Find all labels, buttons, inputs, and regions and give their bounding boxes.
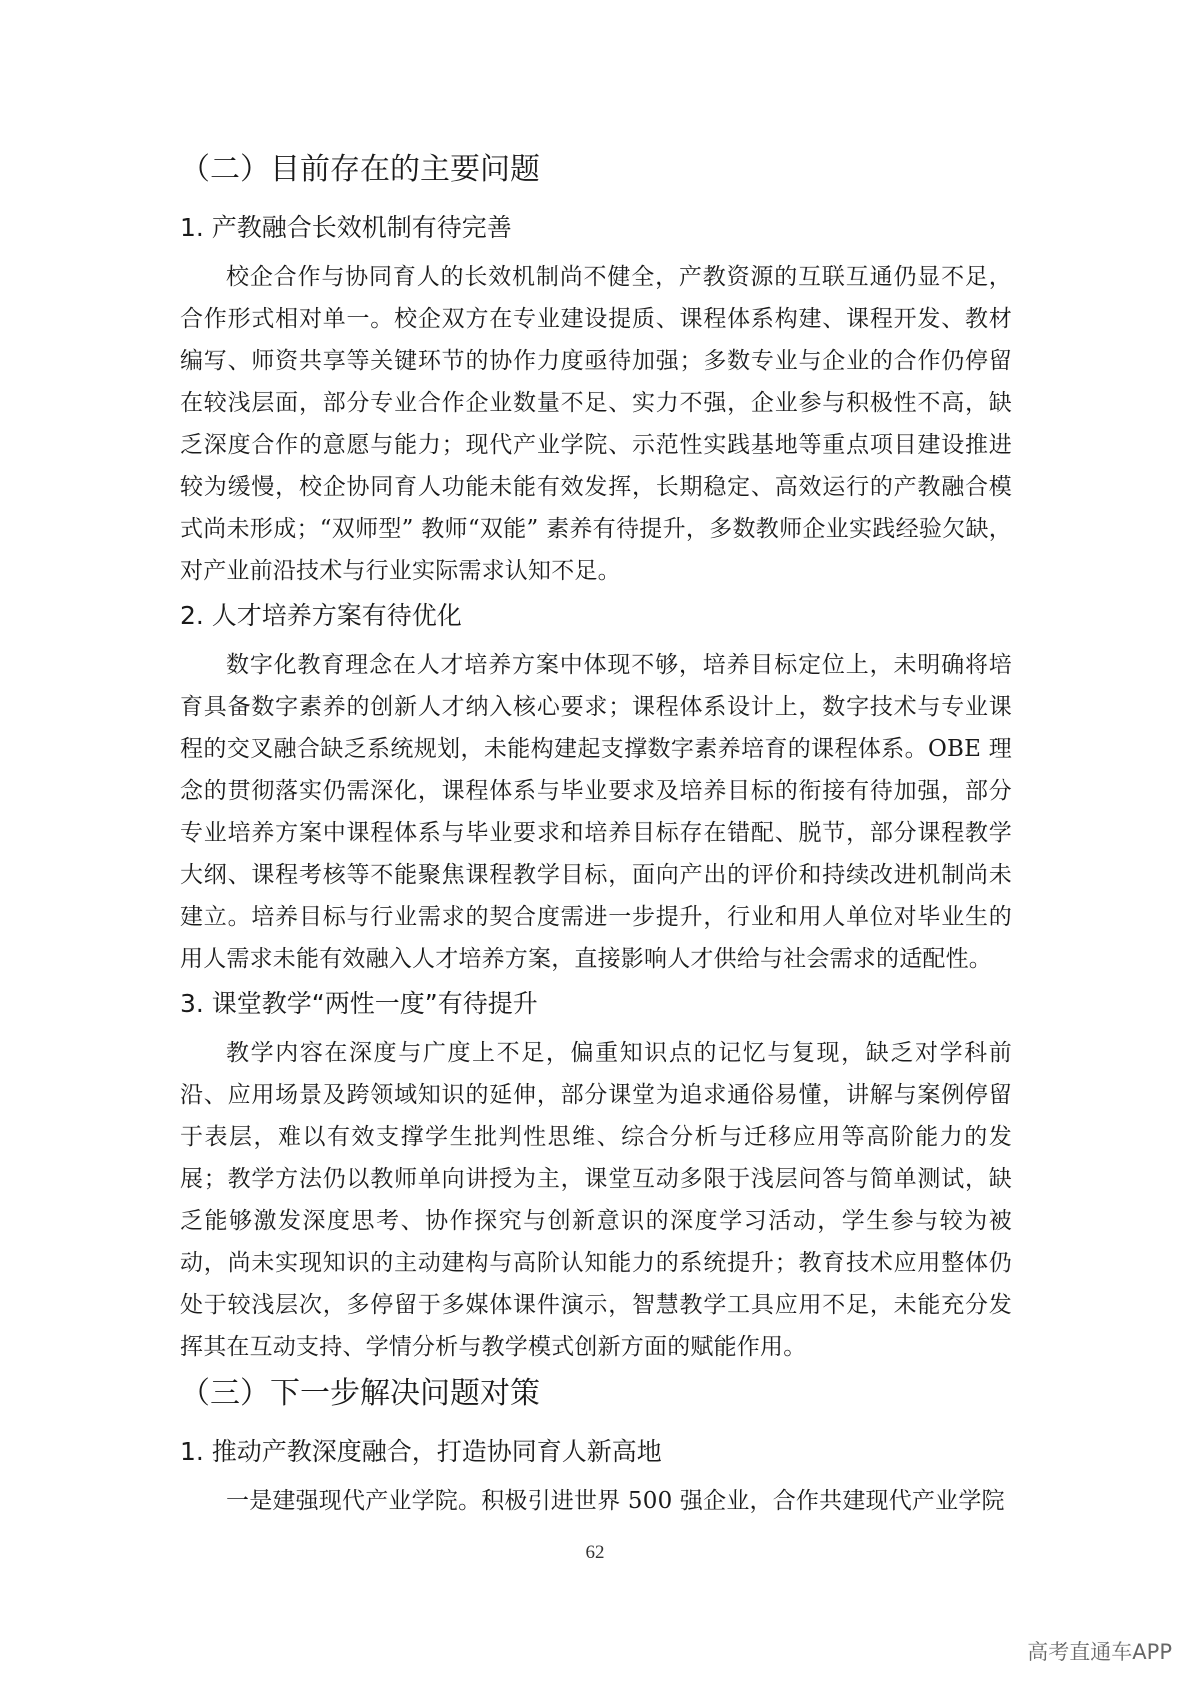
section-heading-solutions: （三）下一步解决问题对策: [180, 1376, 540, 1411]
paragraph-training-plan: 数字化教育理念在人才培养方案中体现不够，培养目标定位上，未明确将培育具备数字素养的创新人才纳入核心要求；课程体系设计上，数字技术与专业课程的交叉融合缺乏系统规划，未能构建起支撑数字素养培育的课程体系。OBE 理念的贯彻落实仍需深化，课程体系与毕业要求及培养目标的衔接有待加强，部分专业培养方案中课程体系与毕业要求和培养目标存在错配、脱节，部分课程教学大纲、课程考核等不能聚焦课程教学目标，面向产出的评价和持续改进机制尚未建立。培养目标与行业需求的契合度需进一步提升，行业和用人单位对毕业生的用人需求未能有效融入人才培养方案，直接影响人才供给与社会需求的适配性。: [180, 652, 1012, 972]
subsection-heading-industry-education: 1. 产教融合长效机制有待完善: [180, 213, 512, 242]
section-heading-problems: （二）目前存在的主要问题: [180, 152, 540, 187]
paragraph-industry-education: 校企合作与协同育人的长效机制尚不健全，产教资源的互联互通仍显不足，合作形式相对单一。校企双方在专业建设提质、课程体系构建、课程开发、教材编写、师资共享等关键环节的协作力度亟待加强；多数专业与企业的合作仍停留在较浅层面，部分专业合作企业数量不足、实力不强，企业参与积极性不高，缺乏深度合作的意愿与能力；现代产业学院、示范性实践基地等重点项目建设推进较为缓慢，校企协同育人功能未能有效发挥，长期稳定、高效运行的产教融合模式尚未形成；“双师型” 教师“双能” 素养有待提升，多数教师企业实践经验欠缺，对产业前沿技术与行业实际需求认知不足。: [180, 264, 1012, 584]
watermark: 高考直通车APP: [1027, 1640, 1172, 1664]
subsection-heading-training-plan: 2. 人才培养方案有待优化: [180, 601, 462, 630]
subsection-heading-deep-integration: 1. 推动产教深度融合，打造协同育人新高地: [180, 1437, 662, 1466]
page-content: [180, 150, 1012, 1528]
paragraph-classroom-teaching: 教学内容在深度与广度上不足，偏重知识点的记忆与复现，缺乏对学科前沿、应用场景及跨领域知识的延伸，部分课堂为追求通俗易懂，讲解与案例停留于表层，难以有效支撑学生批判性思维、综合分析与迁移应用等高阶能力的发展；教学方法仍以教师单向讲授为主，课堂互动多限于浅层问答与简单测试，缺乏能够激发深度思考、协作探究与创新意识的深度学习活动，学生参与较为被动，尚未实现知识的主动建构与高阶认知能力的系统提升；教育技术应用整体仍处于较浅层次，多停留于多媒体课件演示，智慧教学工具应用不足，未能充分发挥其在互动支持、学情分析与教学模式创新方面的赋能作用。: [180, 1040, 1012, 1360]
subsection-heading-classroom-teaching: 3. 课堂教学“两性一度”有待提升: [180, 989, 538, 1018]
paragraph-deep-integration: 一是建强现代产业学院。积极引进世界 500 强企业，合作共建现代产业学院: [226, 1488, 1005, 1514]
page-number: 62: [585, 1542, 605, 1563]
